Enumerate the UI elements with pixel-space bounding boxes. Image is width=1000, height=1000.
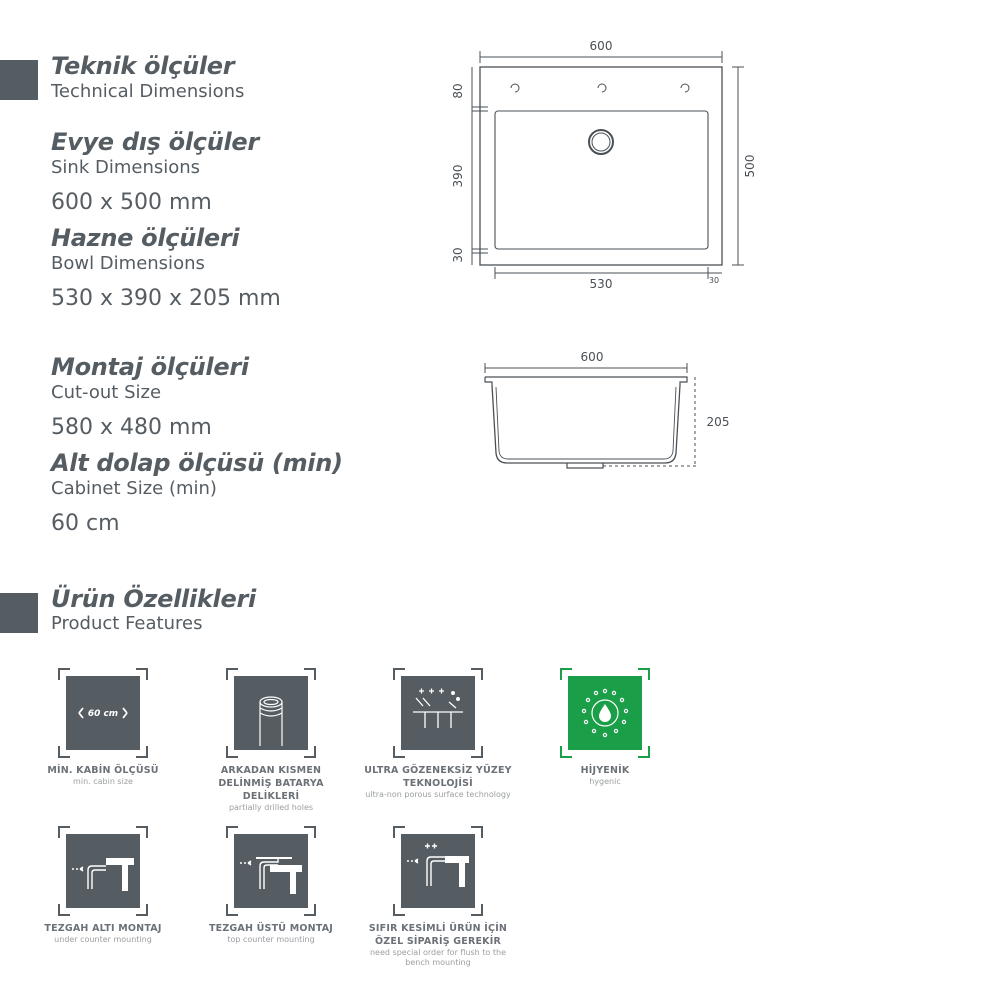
feature-label-tr: ULTRA GÖZENEKSİZ YÜZEY TEKNOLOJİSİ (364, 765, 512, 789)
feature-label-tr: HİJYENİK (580, 765, 630, 776)
cutout-size-title-en: Cut-out Size (51, 382, 162, 403)
feature-label-tr: MİN. KABİN ÖLÇÜSÜ (47, 765, 159, 776)
side-depth-label: 205 (706, 415, 730, 429)
side-width-label: 600 (580, 350, 604, 364)
feature-tile (66, 676, 140, 750)
feature-hygienic (530, 668, 680, 787)
section-marker-features (0, 593, 38, 633)
bowl-dimensions-value: 530 x 390 x 205 mm (51, 286, 281, 311)
feature-label-en: top counter mounting (227, 935, 315, 944)
feature-label-en: hygenic (589, 777, 621, 786)
bowl-dimensions-title-en: Bowl Dimensions (51, 253, 205, 274)
cabinet-size-value: 60 cm (51, 511, 120, 536)
feature-label-tr: TEZGAH ÜSTÜ MONTAJ (208, 923, 334, 934)
feature-label-en: under counter mounting (54, 935, 152, 944)
undermount-icon (66, 834, 140, 908)
topmount-icon (234, 834, 308, 908)
feature-tile (234, 834, 308, 908)
bowl-dimensions-title-tr: Hazne ölçüleri (51, 224, 240, 252)
top-width-label: 600 (589, 39, 613, 53)
feature-tile (66, 834, 140, 908)
feature-label-tr: ARKADAN KISMEN DELİNMİŞ BATARYA DELİKLERİ (218, 765, 324, 802)
feature-undermount (28, 826, 178, 945)
cabinet-width-icon (66, 676, 140, 750)
feature-tile (401, 676, 475, 750)
cabinet-width-badge: 60 cm (87, 709, 119, 719)
sink-dimensions-title-en: Sink Dimensions (51, 157, 201, 178)
feature-non-porous-surface (363, 668, 513, 800)
features-title-tr: Ürün Özellikleri (51, 585, 256, 613)
cabinet-size-title-tr: Alt dolap ölçüsü (min) (51, 449, 343, 477)
technical-title-tr: Teknik ölçüler (51, 52, 235, 80)
feature-label-en: need special order for flush to the bench mounting (369, 948, 506, 967)
feature-tile (568, 676, 642, 750)
bowl-height-label: 390 (451, 164, 465, 188)
side-margin-label: 30 (708, 276, 720, 285)
non-porous-surface-icon (401, 676, 475, 750)
section-marker-technical (0, 60, 38, 100)
sink-top-view-drawing (450, 35, 770, 295)
features-title-en: Product Features (51, 613, 203, 634)
feature-flush-mount (363, 826, 513, 968)
feature-partially-drilled-holes (196, 668, 346, 813)
bottom-margin-label: 30 (451, 247, 465, 263)
feature-label-en: partially drilled holes (228, 803, 314, 812)
sink-side-view-drawing (475, 345, 755, 475)
cutout-size-title-tr: Montaj ölçüleri (51, 353, 249, 381)
cabinet-size-title-en: Cabinet Size (min) (51, 478, 217, 499)
technical-title-en: Technical Dimensions (51, 81, 245, 102)
feature-label-en: min. cabin size (73, 777, 133, 786)
feature-tile (234, 676, 308, 750)
sink-dimensions-title-tr: Evye dış ölçüler (51, 128, 259, 156)
feature-label-en: ultra-non porous surface technology (365, 790, 511, 799)
feature-topmount (196, 826, 346, 945)
feature-label-tr: TEZGAH ALTI MONTAJ (44, 923, 162, 934)
drilled-hole-icon (234, 676, 308, 750)
sink-dimensions-value: 600 x 500 mm (51, 190, 212, 215)
feature-min-cabin-size (28, 668, 178, 787)
bowl-width-label: 530 (589, 277, 613, 291)
hygienic-icon (568, 676, 642, 750)
top-margin-label: 80 (451, 83, 465, 99)
top-height-label: 500 (743, 154, 757, 178)
cutout-size-value: 580 x 480 mm (51, 415, 212, 440)
flush-mount-icon (401, 834, 475, 908)
feature-tile (401, 834, 475, 908)
feature-label-tr: SIFIR KESİMLİ ÜRÜN İÇİN ÖZEL SİPARİŞ GEREKİR (368, 923, 508, 947)
